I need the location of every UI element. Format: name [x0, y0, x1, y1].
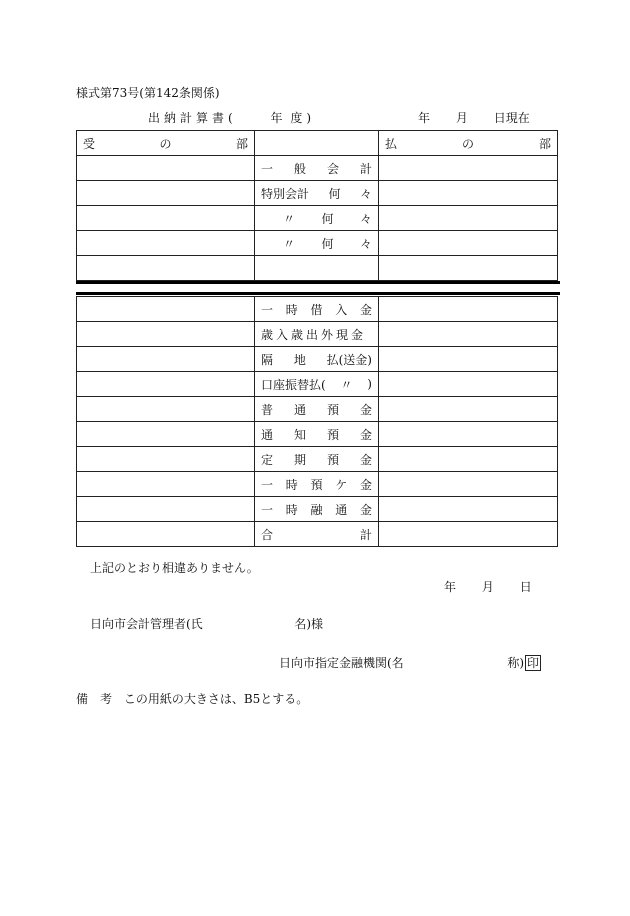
manager-suffix: 名)様 [294, 617, 324, 631]
label-char: 般 [293, 161, 306, 176]
payments-header-char: の [461, 136, 474, 151]
label-char: 預 [326, 427, 339, 442]
title-year-label: 年 [270, 111, 283, 125]
label-char: 一 [261, 302, 274, 317]
table-row [77, 422, 558, 447]
receipt-amount-cell[interactable] [77, 297, 255, 322]
bank-suffix: 称) [507, 656, 525, 670]
label-char: ) [367, 377, 372, 391]
table-row [77, 447, 558, 472]
receipt-amount-cell[interactable] [77, 447, 255, 472]
payment-amount-cell[interactable] [379, 156, 558, 181]
account-label [255, 472, 379, 497]
receipt-amount-cell[interactable] [77, 322, 255, 347]
account-label [255, 231, 379, 256]
payment-amount-cell[interactable] [379, 372, 558, 397]
label-char: 通 [335, 502, 348, 517]
table-row [77, 297, 558, 322]
label-char: 知 [293, 427, 306, 442]
total-label [255, 522, 379, 547]
label-char: 預 [310, 477, 323, 492]
account-label [255, 422, 379, 447]
table-row [77, 256, 558, 281]
payment-amount-cell[interactable] [379, 256, 558, 281]
receipt-amount-cell[interactable] [77, 256, 255, 281]
label-char: 金 [359, 477, 372, 492]
cert-date-day: 日 [519, 580, 532, 594]
label-char: 期 [293, 452, 306, 467]
label-char: 計 [359, 527, 372, 542]
label-char: 何 [321, 236, 334, 251]
certification-text: 上記のとおり相違ありません。 [90, 561, 259, 575]
label-char: 借 [310, 302, 323, 317]
label-char: 預 [326, 402, 339, 417]
label-char: 一 [261, 502, 274, 517]
receipt-amount-cell[interactable] [77, 422, 255, 447]
payment-amount-cell[interactable] [379, 497, 558, 522]
label-char: 金 [359, 452, 372, 467]
title-date-month: 月 [455, 111, 468, 125]
label-char: 金 [359, 427, 372, 442]
label-char: 金 [359, 402, 372, 417]
account-label [255, 497, 379, 522]
table-row [77, 322, 558, 347]
ditto-mark: 〃 [283, 236, 296, 251]
label-char: 入 [335, 302, 348, 317]
title-date-year: 年 [418, 111, 431, 125]
remarks-text: この用紙の大きさは、B5とする。 [123, 692, 309, 706]
payment-total-cell[interactable] [379, 522, 558, 547]
account-label [255, 181, 379, 206]
label-char: 通 [293, 402, 306, 417]
payment-amount-cell[interactable] [379, 397, 558, 422]
designated-bank-line [279, 654, 541, 671]
table-row [77, 181, 558, 206]
table-row [77, 497, 558, 522]
table-row [77, 472, 558, 497]
account-label [255, 156, 379, 181]
label-char: 々 [359, 211, 372, 226]
receipt-amount-cell[interactable] [77, 181, 255, 206]
receipt-amount-cell[interactable] [77, 347, 255, 372]
title-date-day: 日現在 [493, 111, 530, 125]
seal-mark: 印 [527, 656, 540, 670]
bank-prefix: 日向市指定金融機関(名 [279, 656, 404, 670]
label-char: 一 [261, 477, 274, 492]
label-char: 払(送金) [326, 352, 372, 367]
receipts-header-char: 部 [235, 136, 248, 151]
ledger-header-row [77, 131, 558, 156]
account-label [255, 256, 379, 281]
table-row [77, 231, 558, 256]
payment-amount-cell[interactable] [379, 472, 558, 497]
receipts-header [77, 131, 255, 156]
table-row [77, 156, 558, 181]
label-char: 会 [326, 161, 339, 176]
label-char: 特別会計 [261, 186, 310, 201]
label-char: 計 [359, 161, 372, 176]
receipt-amount-cell[interactable] [77, 472, 255, 497]
label-char: 隔 [261, 352, 274, 367]
cert-date-month: 月 [481, 580, 494, 594]
remarks-line [76, 690, 308, 707]
section-separator-bottom [76, 292, 560, 295]
label-char: 時 [285, 302, 298, 317]
payment-amount-cell[interactable] [379, 422, 558, 447]
label-char: 普 [261, 402, 274, 417]
payment-amount-cell[interactable] [379, 231, 558, 256]
accounting-manager-line [90, 615, 323, 632]
form-caption: 様式第73号(第142条関係) [76, 86, 220, 100]
label-char: 合 [261, 527, 274, 542]
receipt-amount-cell[interactable] [77, 397, 255, 422]
payments-header-char: 部 [538, 136, 551, 151]
label-char: 地 [293, 352, 306, 367]
label-char: 融 [310, 502, 323, 517]
table-row [77, 347, 558, 372]
label-char: 定 [261, 452, 274, 467]
label-char: 々 [359, 236, 372, 251]
total-row [77, 522, 558, 547]
receipt-amount-cell[interactable] [77, 156, 255, 181]
account-label [255, 372, 379, 397]
title-date [418, 109, 530, 126]
account-label [255, 447, 379, 472]
ditto-mark: 〃 [283, 211, 296, 226]
receipt-amount-cell[interactable] [77, 372, 255, 397]
label-char: 一 [261, 161, 274, 176]
payment-amount-cell[interactable] [379, 347, 558, 372]
payment-amount-cell[interactable] [379, 322, 558, 347]
account-label [255, 322, 379, 347]
account-label [255, 397, 379, 422]
label-char: 時 [285, 502, 298, 517]
section-separator-top [76, 281, 560, 284]
receipt-total-cell[interactable] [77, 522, 255, 547]
label-text: 歳入歳出外現金 [261, 327, 367, 342]
document-title [148, 109, 315, 126]
title-close: 度) [290, 111, 316, 125]
certification-date [444, 578, 532, 595]
payment-amount-cell[interactable] [379, 206, 558, 231]
label-char: 口座振替払( [261, 377, 326, 392]
table-row [77, 397, 558, 422]
ledger-lower-table [76, 296, 558, 547]
account-label [255, 206, 379, 231]
label-char: 金 [359, 302, 372, 317]
label-char: 何 [321, 211, 334, 226]
table-row [77, 206, 558, 231]
receipt-amount-cell[interactable] [77, 231, 255, 256]
manager-prefix: 日向市会計管理者(氏 [90, 617, 203, 631]
account-label [255, 297, 379, 322]
label-char: 時 [285, 477, 298, 492]
table-row [77, 372, 558, 397]
payment-amount-cell[interactable] [379, 297, 558, 322]
label-char: 預 [326, 452, 339, 467]
label-char: 何 [328, 186, 341, 201]
item-header [255, 131, 379, 156]
ledger-upper-table [76, 130, 558, 281]
label-char: 々 [359, 186, 372, 201]
remarks-label: 備 考 [76, 692, 113, 706]
receipt-amount-cell[interactable] [77, 497, 255, 522]
receipts-header-char: の [159, 136, 172, 151]
receipts-header-char: 受 [83, 136, 96, 151]
label-char: 通 [261, 427, 274, 442]
label-char: 金 [359, 502, 372, 517]
account-label [255, 347, 379, 372]
label-char: ケ [335, 477, 348, 492]
payment-amount-cell[interactable] [379, 181, 558, 206]
payments-header-char: 払 [385, 136, 398, 151]
ditto-mark: 〃 [340, 377, 353, 392]
payment-amount-cell[interactable] [379, 447, 558, 472]
receipt-amount-cell[interactable] [77, 206, 255, 231]
payments-header [379, 131, 558, 156]
title-main: 出納計算書( [148, 111, 237, 125]
cert-date-year: 年 [444, 580, 457, 594]
